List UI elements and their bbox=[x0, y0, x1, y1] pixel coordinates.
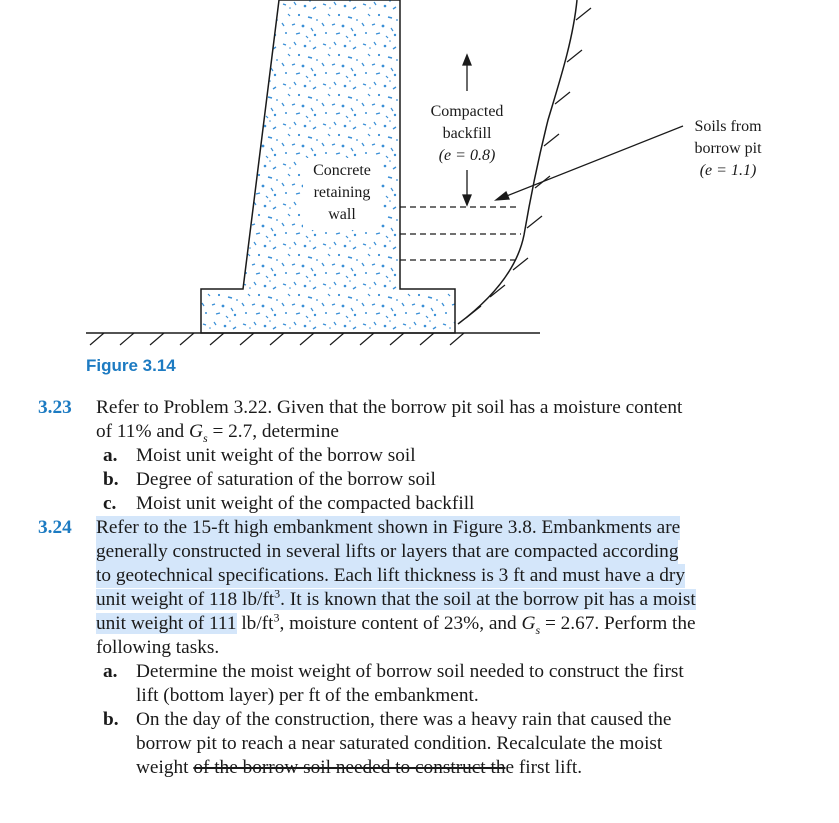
problem-3-23-line-2: of 11% and $G_s = 2.7$, determine bbox=[96, 421, 339, 445]
problem-text bbox=[0, 396, 839, 780]
compacted-label-1: Compacted bbox=[430, 103, 504, 120]
compacted-label-2: backfill bbox=[442, 125, 492, 142]
figure-caption: Figure 3.14 bbox=[86, 356, 176, 375]
soils-label-1: Soils from bbox=[694, 118, 762, 135]
problem-3-24-line-5: unit weight of 111 $lb/ft^3$, moisture content of 23%, and $G_s = 2.67$. Perform the bbox=[96, 610, 696, 637]
wall-label-2: retaining bbox=[313, 184, 371, 201]
list-item: a. Moist unit weight of the borrow soil bbox=[103, 445, 416, 466]
problem-3-24-line-4: unit weight of 118 $lb/ft^3$. It is known that the soil at the borrow pit has a moist bbox=[96, 586, 696, 610]
list-item: b. Degree of saturation of the borrow soil bbox=[103, 469, 436, 490]
list-item-continued: weight of the borrow soil needed to construct the first lift. bbox=[136, 757, 583, 778]
ground-hatching bbox=[90, 333, 464, 345]
retaining-wall-diagram bbox=[0, 0, 839, 355]
problem-number: 3.23 bbox=[38, 397, 72, 418]
soils-label-3: (e = 1.1) bbox=[699, 162, 757, 179]
problem-number: 3.24 bbox=[38, 517, 72, 538]
wall-label-1: Concrete bbox=[313, 162, 371, 179]
lift-lines bbox=[400, 207, 521, 260]
figure-3-14 bbox=[0, 0, 839, 355]
list-item-continued: lift (bottom layer) per ft of the embankment. bbox=[136, 685, 479, 706]
list-item-continued: borrow pit to reach a near saturated condition. Recalculate the moist bbox=[136, 733, 663, 754]
problem-3-24-line-2: generally constructed in several lifts or layers that are compacted according bbox=[96, 541, 679, 562]
problem-3-23-line-1: 3.23 Refer to Problem 3.22. Given that the borrow pit soil has a moisture content bbox=[38, 397, 683, 418]
wall-label-3: wall bbox=[328, 206, 356, 223]
compacted-label-3: (e = 0.8) bbox=[438, 147, 496, 164]
problem-3-24-line-1: 3.24 Refer to the 15-ft high embankment shown in Figure 3.8. Embankments are bbox=[38, 517, 681, 538]
problem-3-24-line-3: to geotechnical specifications. Each lift thickness is 3 ft and must have a dry bbox=[96, 565, 685, 586]
borrow-pit-arrow bbox=[496, 126, 683, 200]
list-item: a. Determine the moist weight of borrow soil needed to construct the first bbox=[103, 661, 684, 682]
soils-label-2: borrow pit bbox=[694, 140, 762, 157]
list-item: c. Moist unit weight of the compacted backfill bbox=[103, 493, 475, 514]
problem-3-24-line-6: following tasks. bbox=[96, 637, 220, 658]
list-item: b. On the day of the construction, there was a heavy rain that caused the bbox=[103, 709, 672, 730]
